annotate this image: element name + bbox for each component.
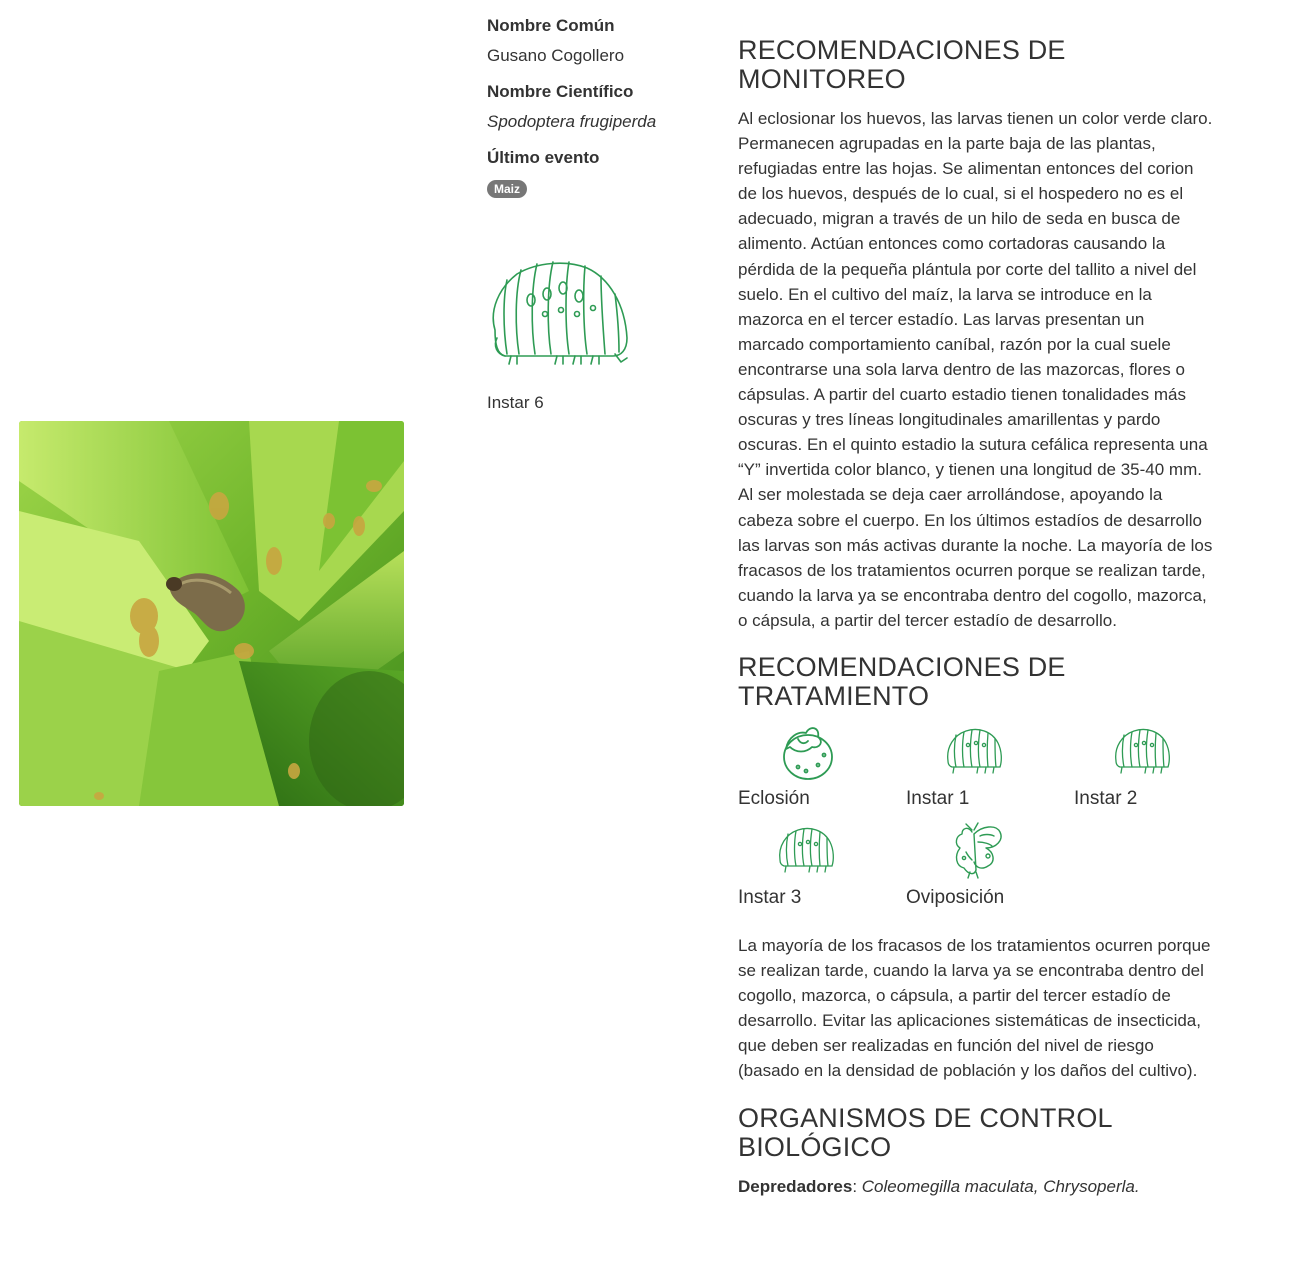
stage-eclosion [738,723,906,821]
larva-icon [1112,723,1172,783]
current-stage-label: Instar 6 [487,393,544,412]
main-content [738,36,1213,1199]
monitoring-section [738,36,1213,633]
stage-label: Instar 2 [1074,787,1138,809]
biological-control-title: ORGANISMOS DE CONTROL BIOLÓGICO [738,1102,1112,1162]
larva-icon [944,723,1004,783]
pest-info [487,14,707,198]
stage-label: Instar 3 [738,886,802,908]
stage-label: Eclosión [738,787,810,809]
treatment-text: La mayoría de los fracasos de los tratamientos ocurren porque se realizan tarde, cuando la larva ya se encontraba dentro del cogollo, mazorca, o cápsula, a partir del tercer estadío de desarrollo. Evitar las aplicaciones sistemáticas de insecticida, que deben ser realizadas en función del nivel de riesgo (basado en la densidad de población y los daños del cultivo). [738,935,1211,1081]
stage-instar-3 [738,822,906,920]
treatment-title: RECOMENDACIONES DE TRATAMIENTO [738,651,1066,711]
treatment-stages [738,723,1213,933]
last-event-label: Último evento [487,148,600,167]
stage-label: Instar 1 [906,787,970,809]
moth-icon [944,822,1004,882]
scientific-name-label: Nombre Científico [487,82,634,101]
predators-line [738,1174,1213,1199]
stage-instar-2 [1074,723,1242,821]
monitoring-title: RECOMENDACIONES DE MONITOREO [738,35,1066,94]
larva-icon [487,258,631,368]
predators-list: Coleomegilla maculata, Chrysoperla. [861,1176,1140,1196]
treatment-section [738,653,1213,1084]
monitoring-text: Al eclosionar los huevos, las larvas tienen un color verde claro. Permanecen agrupadas en la parte baja de las plantas, refugiadas entre las hojas. Se alimentan entonces del corion de los huevos, después de lo cual, si el hospedero no es el adecuado, migran a través de un hilo de seda en busca de alimento. Actúan entonces como cortadoras causando la pérdida de la pequeña plántula por corte del tallito a nivel del suelo. En el cultivo del maíz, la larva se introduce en la mazorca en el tercer estadío. Las larvas presentan un marcado comportamiento caníbal, razón por la cual suele encontrarse una sola larva dentro de las mazorcas, flores o cápsulas. A partir del cuarto estadio tienen tonalidades más oscuras y tres líneas longitudinales amarillentas y pardo oscuras. En el quinto estadio la sutura cefálica representa una “Y” invertida color blanco, y tienen una longitud de 35-40 mm. Al ser molestada se deja caer arrollándose, apoyando la cabeza sobre el cuerpo. En los últimos estadíos de desarrollo las larvas son más activas durante la noche. La mayoría de los fracasos de los tratamientos ocurren porque se realizan tarde, cuando la larva ya se encontraba dentro del cogollo, mazorca, o cápsula, a partir del tercer estadío de desarrollo. [738,109,1213,630]
biological-control-section [738,1104,1213,1199]
predators-separator: : [852,1176,862,1196]
egg-hatching-icon [776,723,836,783]
crop-badge: Maiz [487,180,527,198]
common-name-label: Nombre Común [487,16,615,35]
pest-photo [19,421,404,806]
stage-oviposicion [906,822,1074,920]
stage-instar-1 [906,723,1074,821]
larva-icon [776,822,836,882]
predators-label: Depredadores [738,1176,853,1196]
stage-label: Oviposición [906,886,1005,908]
caterpillar-on-corn-photo [19,421,404,806]
common-name: Gusano Cogollero [487,46,625,65]
scientific-name: Spodoptera frugiperda [487,112,657,131]
